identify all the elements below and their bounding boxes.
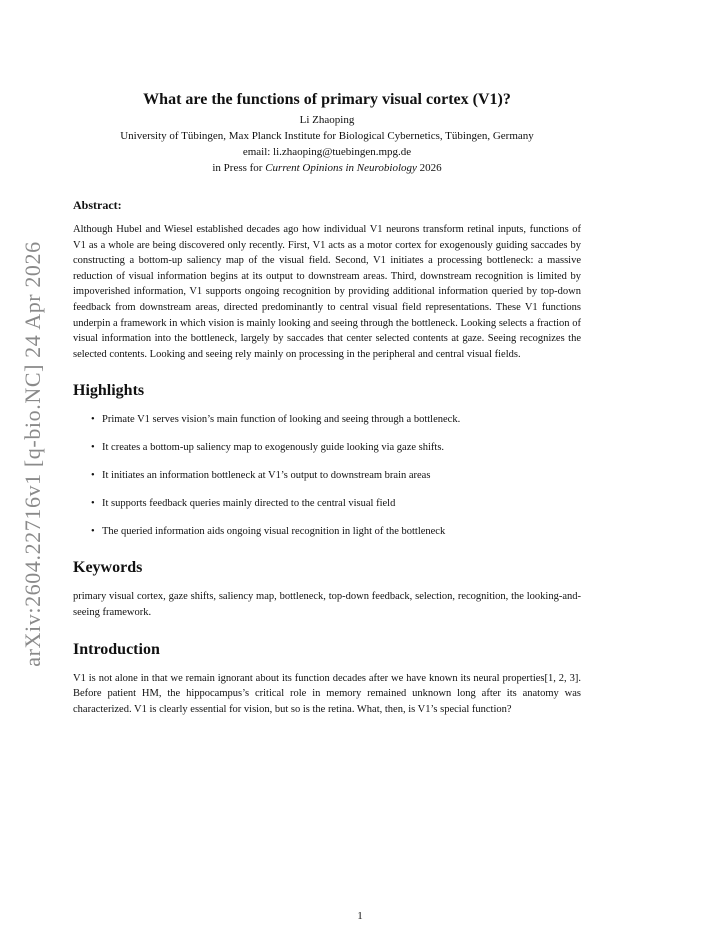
author-email: email: li.zhaoping@tuebingen.mpg.de xyxy=(242,146,412,158)
highlight-text: It creates a bottom-up saliency map to exogenously guide looking via gaze shifts. xyxy=(102,442,445,454)
highlights-heading: Highlights xyxy=(73,382,145,400)
highlight-text: It initiates an information bottleneck at V1’s output to downstream brain areas xyxy=(102,470,431,482)
arxiv-identifier-stamp xyxy=(20,241,45,667)
introduction-heading: Introduction xyxy=(73,640,160,658)
press-prefix: in Press for xyxy=(212,162,266,174)
highlights-list xyxy=(73,412,581,539)
highlight-item xyxy=(91,496,581,511)
bullet-icon: • xyxy=(91,414,95,426)
highlight-text: The queried information aids ongoing visual recognition in light of the bottleneck xyxy=(102,526,446,538)
highlight-item xyxy=(91,440,581,455)
press-note xyxy=(73,160,581,176)
paper-title: What are the functions of primary visual cortex (V1)? xyxy=(143,91,511,108)
highlight-text: It supports feedback queries mainly directed to the central visual field xyxy=(102,498,396,510)
bullet-icon: • xyxy=(91,498,95,510)
introduction-text: V1 is not alone in that we remain ignorant about its function decades after we have known its neural properties[1, 2, 3]. Before patient HM, the hippocampus’s critical role in memory remained unknown long after its anatomy was characterized. V1 is clearly essential for vision, but so is the retina. What, then, is V1’s special function? xyxy=(73,672,581,715)
keywords-heading: Keywords xyxy=(73,559,143,577)
highlight-item xyxy=(91,412,581,427)
highlight-item xyxy=(91,524,581,539)
page-number: 1 xyxy=(357,910,363,922)
author-name: Li Zhaoping xyxy=(299,114,355,126)
author-affiliation: University of Tübingen, Max Planck Institute for Biological Cybernetics, Tübingen, Germany xyxy=(120,130,534,142)
abstract-text: Although Hubel and Wiesel established decades ago how individual V1 neurons transform retinal inputs, functions of V1 as a whole are being discovered only recently. First, V1 acts as a motor cortex for exogenously guiding saccades by constructing a bottom-up saliency map of the visual field. Second, V1 initiates a processing bottleneck: a massive reduction of visual information begins at its output to downstream areas. Third, downstream recognition is limited by impoverished information, V1 supports ongoing recognition by providing additional information queried by top-down feedback from downstream areas, directed predominantly to central visual field representations. These V1 functions underpin a framework in which vision is mainly looking and seeing through the bottleneck. Looking selects a fraction of visual information into the bottleneck, largely by saccades that center selected contents at gaze. Seeing recognizes the selected contents. Looking and seeing rely mainly on processing in the peripheral and central visual fields. xyxy=(73,224,581,360)
arxiv-identifier-text: arXiv:2604.22716v1 [q-bio.NC] 24 Apr 2026 xyxy=(20,241,45,667)
highlight-item xyxy=(91,468,581,483)
bullet-icon: • xyxy=(91,470,95,482)
keywords-text: primary visual cortex, gaze shifts, saliency map, bottleneck, top-down feedback, selection, recognition, the looking-and-seeing framework. xyxy=(73,591,581,618)
paper-page xyxy=(73,90,581,717)
press-journal: Current Opinions in Neurobiology xyxy=(265,162,417,174)
highlight-text: Primate V1 serves vision’s main function of looking and seeing through a bottleneck. xyxy=(102,414,461,426)
abstract-heading: Abstract: xyxy=(73,198,122,212)
bullet-icon: • xyxy=(91,442,95,454)
press-year: 2026 xyxy=(416,162,442,174)
bullet-icon: • xyxy=(91,526,95,538)
